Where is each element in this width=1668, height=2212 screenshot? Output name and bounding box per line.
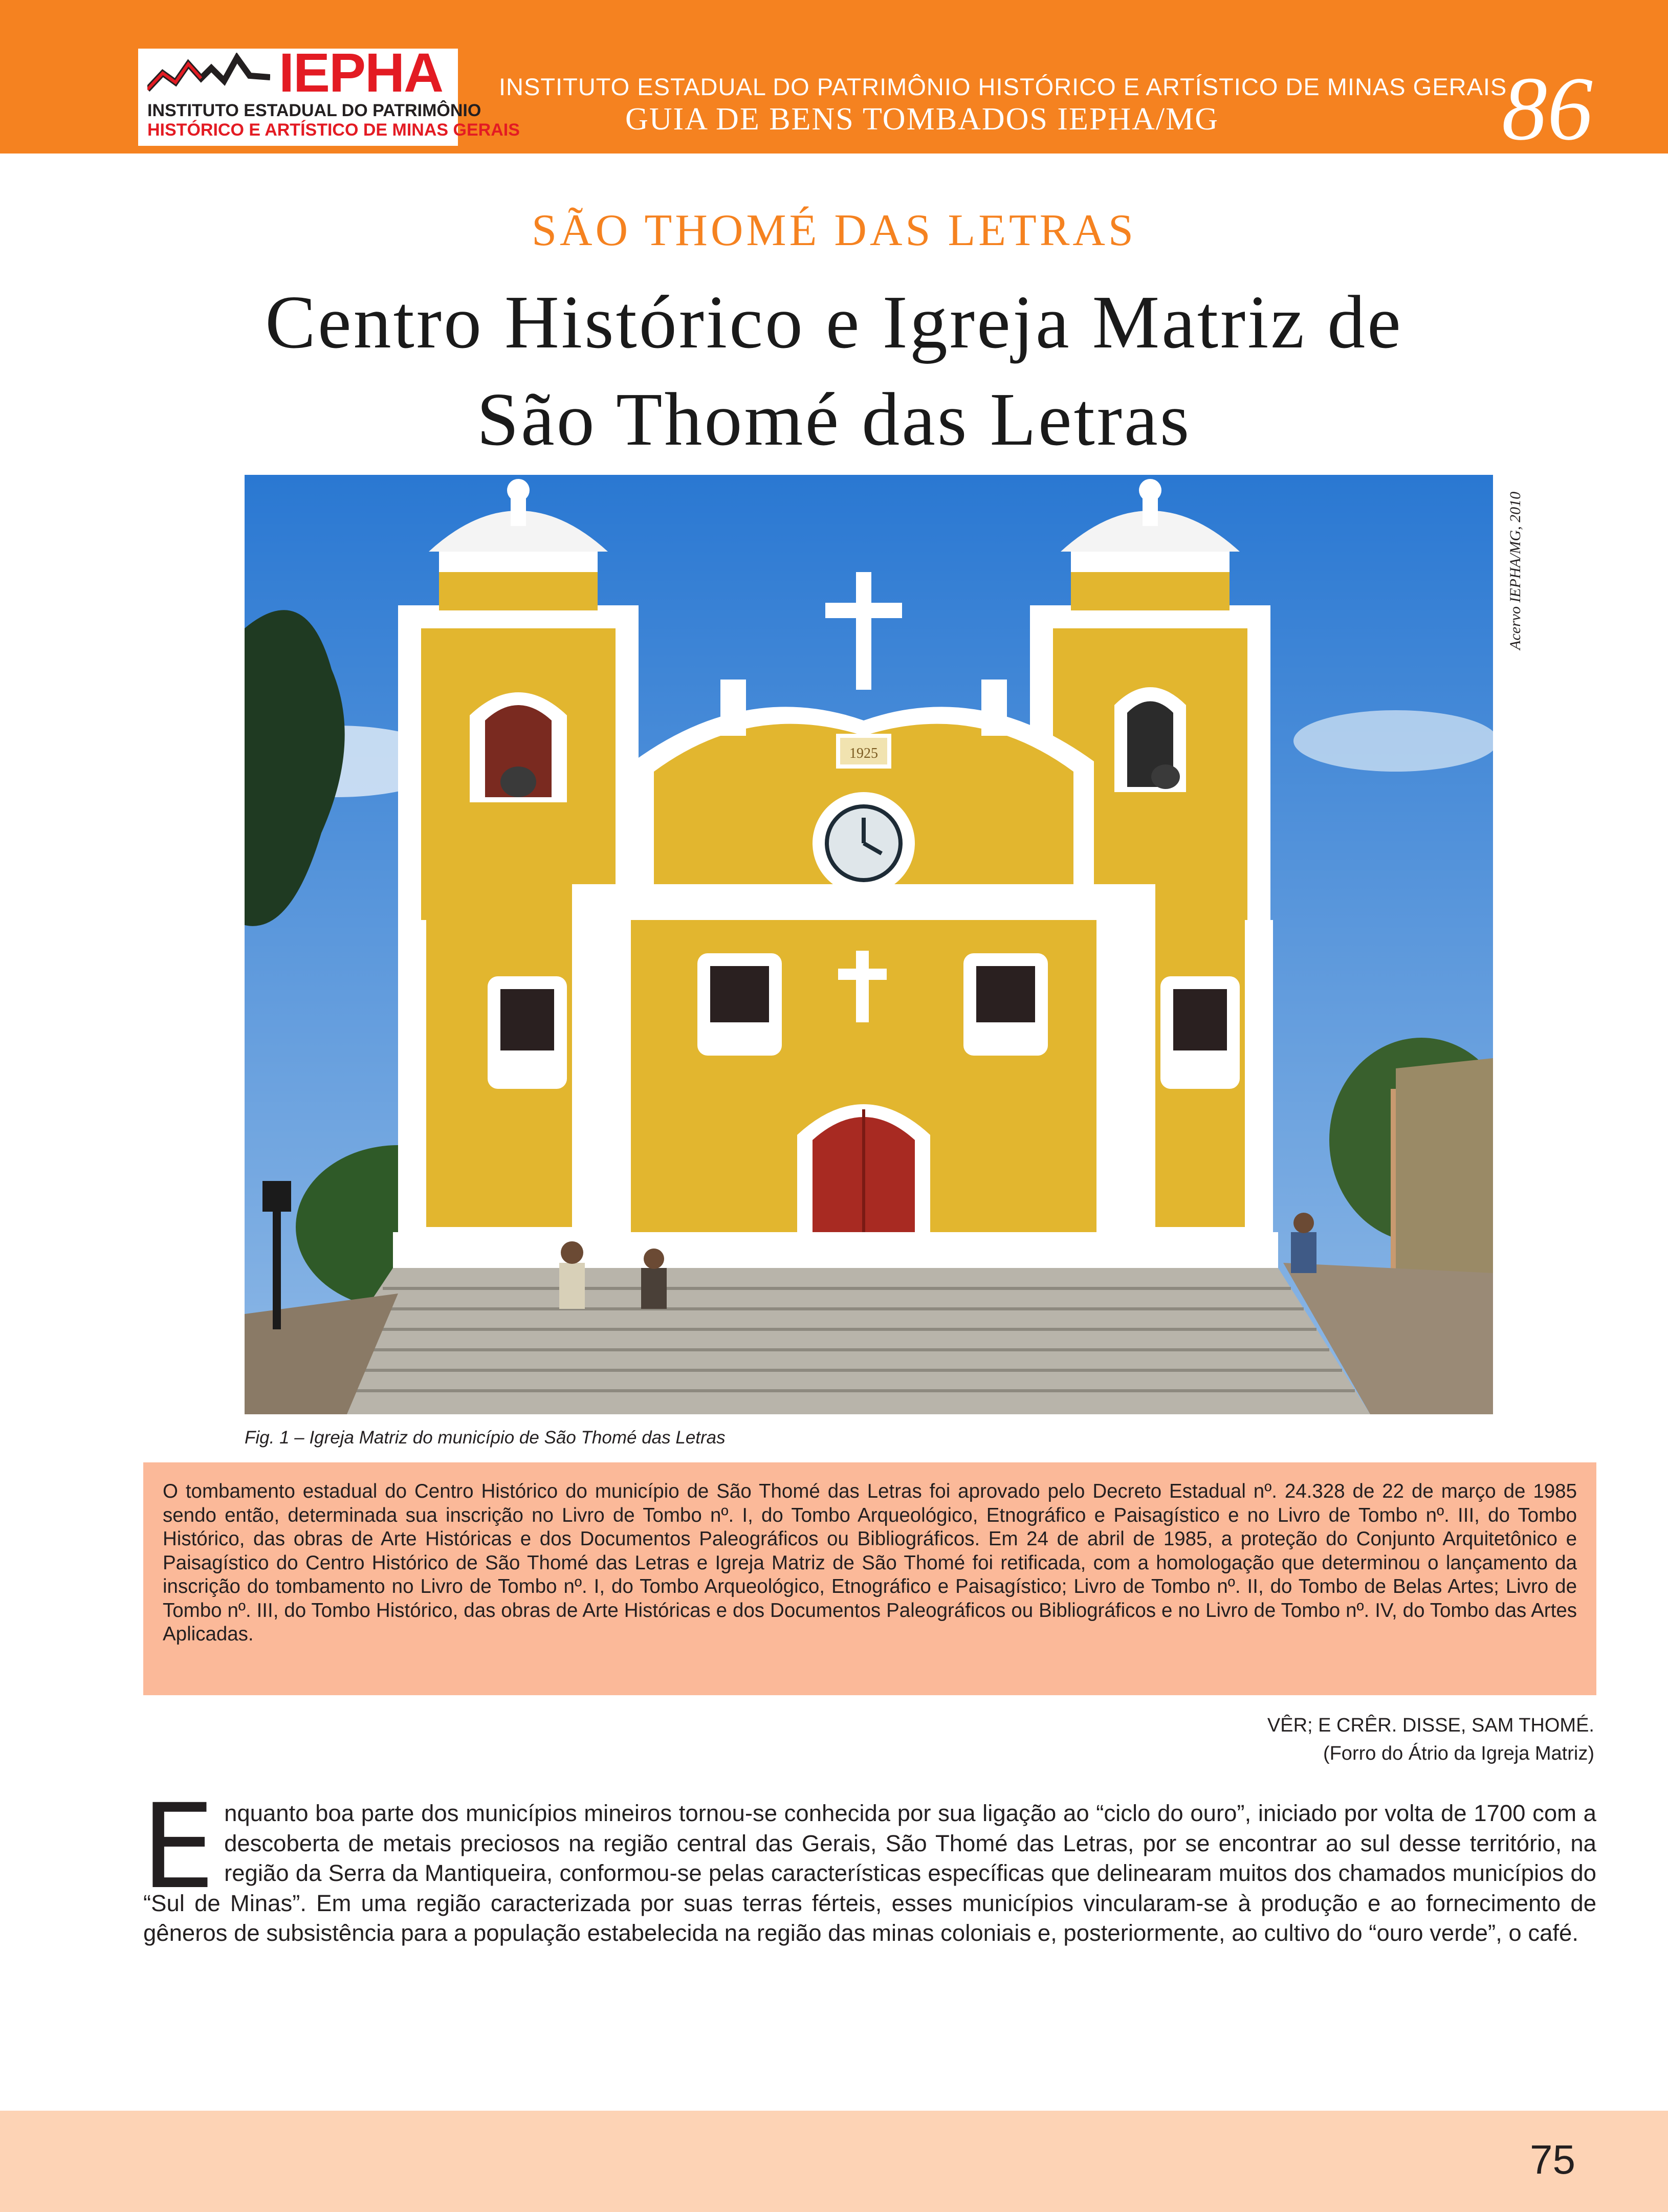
church-illustration (245, 475, 1493, 1414)
page-title-line2: São Thomé das Letras (476, 378, 1192, 462)
page-title-line1: Centro Histórico e Igreja Matriz de (265, 280, 1403, 364)
page-footer (0, 2111, 1668, 2212)
logo-wordmark: IEPHA (279, 41, 443, 103)
drop-cap: E (141, 1779, 215, 1915)
header-guide-title: GUIA DE BENS TOMBADOS IEPHA/MG (625, 102, 1219, 137)
photo-credit (1502, 476, 1532, 650)
header-entry-number: 86 (1502, 58, 1593, 159)
logo-subtitle-line1: INSTITUTO ESTADUAL DO PATRIMÔNIO (147, 101, 481, 120)
page-title (0, 274, 1668, 468)
logo-subtitle-line2: HISTÓRICO E ARTÍSTICO DE MINAS GERAIS (147, 120, 520, 140)
date-plaque: 1925 (849, 746, 878, 761)
church-photo (245, 475, 1493, 1414)
iepha-logo (138, 41, 520, 146)
body-text: nquanto boa parte dos municípios mineiros tornou-se conhecida por sua ligação ao “ciclo do ouro”, iniciado por volta de 1700 com a descoberta de metais preciosos na região central das Gerais, São Thomé das Letras, por se encontrar ao sul desse território, na região da Serra da Mantiqueira, conformou-se pelas características específicas que delinearam muitos dos chamados municípios do “Sul de Minas”. Em uma região caracterizada por suas terras férteis, esses municípios vincularam-se à produção e ao fornecimento de gêneros de subsistência para a população estabelecida na região das minas coloniais e, posteriormente, ao cultivo do “ouro verde”, o café. (143, 1800, 1596, 1946)
photo-credit-text: Acervo IEPHA/MG, 2010 (1507, 491, 1524, 650)
header-institute: INSTITUTO ESTADUAL DO PATRIMÔNIO HISTÓRICO E ARTÍSTICO DE MINAS GERAIS (499, 73, 1507, 100)
iepha-mountain-logo-icon (147, 53, 270, 93)
epigraph (1267, 1712, 1594, 1768)
body-paragraph (141, 1779, 1596, 1948)
page-number: 75 (1530, 2137, 1575, 2182)
page-header (0, 0, 1668, 159)
epigraph-source: (Forro do Átrio da Igreja Matriz) (1323, 1743, 1594, 1764)
listing-info-box (143, 1462, 1596, 1695)
city-heading: SÃO THOMÉ DAS LETRAS (532, 206, 1136, 255)
figure-caption: Fig. 1 – Igreja Matriz do município de São Thomé das Letras (245, 1428, 726, 1448)
epigraph-quote: VÊR; E CRÊR. DISSE, SAM THOMÉ. (1267, 1715, 1594, 1736)
listing-info-text: O tombamento estadual do Centro Histórico do município de São Thomé das Letras foi aprovado pelo Decreto Estadual nº. 24.328 de 22 de março de 1985 sendo então, determinada sua inscrição no Livro de Tombo nº. I, do Tombo Arqueológico, Etnográfico e Paisagístico e no Livro de Tombo nº. III, do Tombo Histórico, das obras de Arte Históricas e dos Documentos Paleográficos ou Bibliográficos. Em 24 de abril de 1985, a proteção do Conjunto Arquitetônico e Paisagístico do Centro Histórico de São Thomé das Letras e Igreja Matriz de São Thomé foi retificada, com a homologação que determinou o lançamento da inscrição do tombamento no Livro de Tombo nº. I, do Tombo Arqueológico, Etnográfico e Paisagístico; Livro de Tombo nº. II, do Tombo de Belas Artes; Livro de Tombo nº. III, do Tombo Histórico, das obras de Arte Históricas e dos Documentos Paleográficos ou Bibliográficos e no Livro de Tombo nº. IV, do Tombo das Artes Aplicadas. (163, 1480, 1577, 1645)
